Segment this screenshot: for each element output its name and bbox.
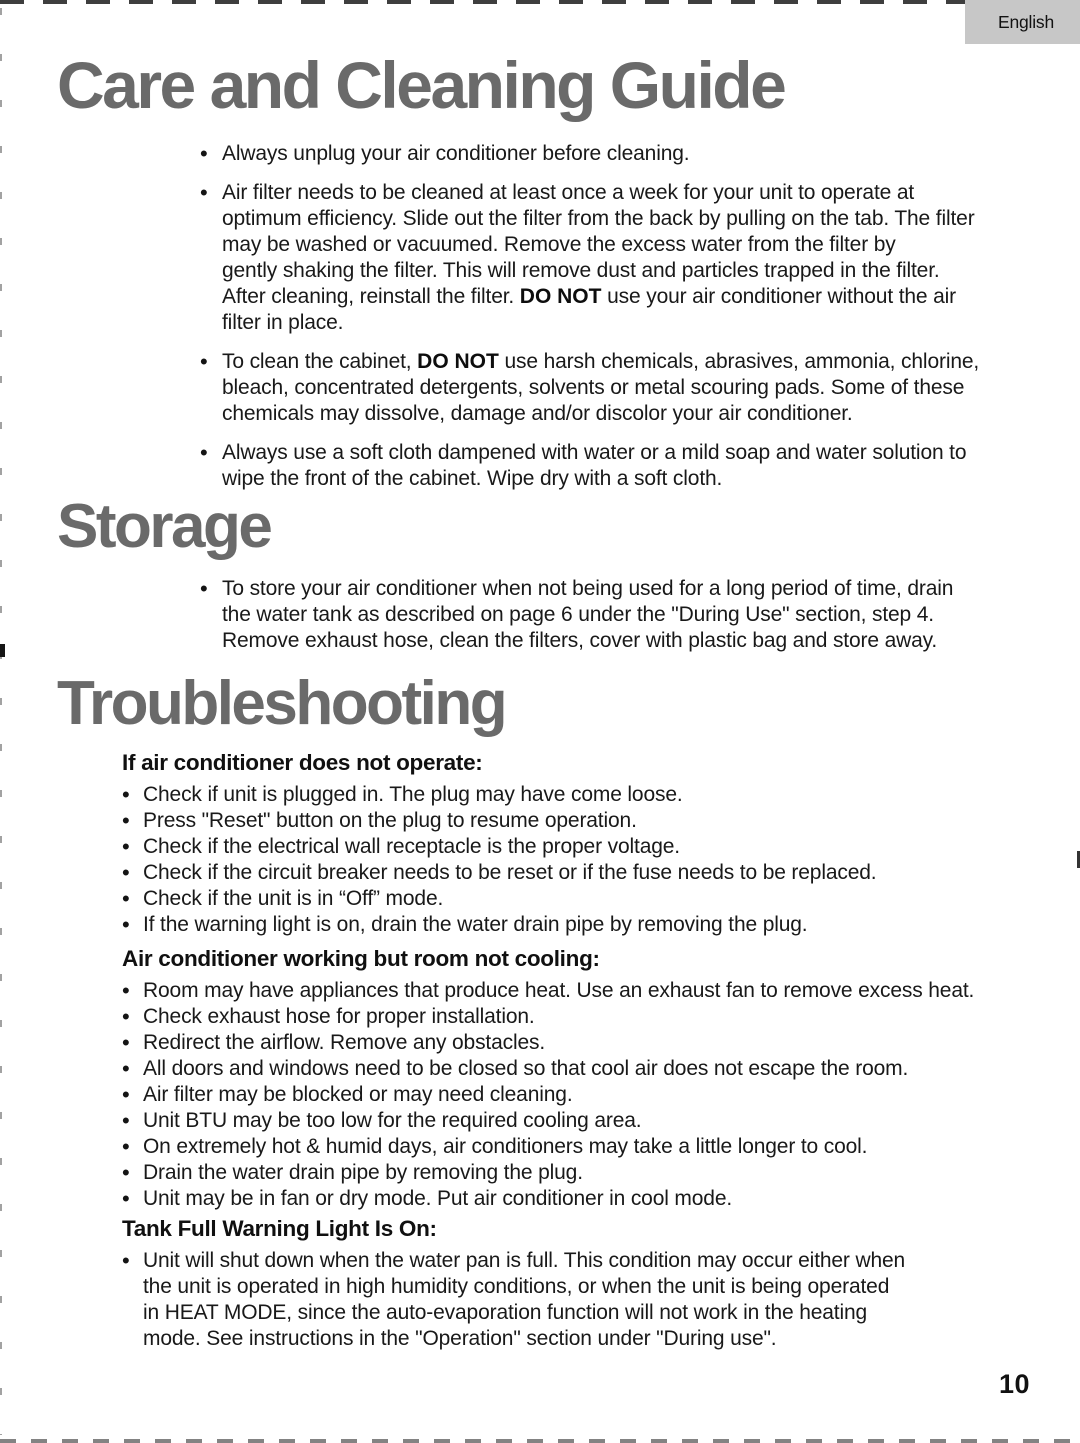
bullet-item xyxy=(122,1134,1037,1160)
bullet-icon: • xyxy=(122,1160,130,1185)
text-line: After cleaning, reinstall the filter. DO NOT use your air conditioner without the air xyxy=(222,285,957,308)
bullet-icon: • xyxy=(122,1056,130,1081)
text-line: chemicals may dissolve, damage and/or discolor your air conditioner. xyxy=(222,402,853,425)
bullet-text xyxy=(143,1134,1037,1160)
bullet-item xyxy=(200,576,1040,654)
text-line: To clean the cabinet, DO NOT use harsh chemicals, abrasives, ammonia, chlorine, xyxy=(222,350,980,373)
bullet-icon: • xyxy=(200,349,208,374)
text-line: bleach, concentrated detergents, solvents or metal scouring pads. Some of these xyxy=(222,376,965,399)
text-line: Unit will shut down when the water pan is full. This condition may occur either when xyxy=(143,1249,906,1272)
bullet-icon: • xyxy=(122,782,130,807)
bullet-icon: • xyxy=(122,1082,130,1107)
subsection-title: Air conditioner working but room not cooling: xyxy=(122,946,600,971)
bullet-icon: • xyxy=(122,1186,130,1211)
bullet-item xyxy=(122,912,1037,938)
text-line: Air filter may be blocked or may need cleaning. xyxy=(143,1083,573,1106)
bullet-icon: • xyxy=(122,978,130,1003)
text-line: Always use a soft cloth dampened with water or a mild soap and water solution to xyxy=(222,441,967,464)
bullet-icon: • xyxy=(122,1004,130,1029)
bullet-text xyxy=(143,886,1037,912)
text-line: Always unplug your air conditioner before cleaning. xyxy=(222,142,690,165)
bullet-icon: • xyxy=(200,440,208,465)
text-line: Check if the unit is in “Off” mode. xyxy=(143,887,444,910)
text-line: Unit BTU may be too low for the required cooling area. xyxy=(143,1109,642,1132)
text-line: may be washed or vacuumed. Remove the excess water from the filter by xyxy=(222,233,896,256)
text-line: Unit may be in fan or dry mode. Put air conditioner in cool mode. xyxy=(143,1187,733,1210)
text-line: mode. See instructions in the "Operation" section under "During use". xyxy=(143,1327,777,1350)
bullet-item xyxy=(200,141,1040,167)
text-line: Check if the electrical wall receptacle is the proper voltage. xyxy=(143,835,680,858)
bullet-item xyxy=(122,1186,1037,1212)
bullet-text xyxy=(143,978,1037,1004)
bullet-text xyxy=(143,1030,1037,1056)
text-line: To store your air conditioner when not being used for a long period of time, drain xyxy=(222,577,954,600)
bullet-text xyxy=(143,912,1037,938)
bullet-text xyxy=(143,860,1037,886)
bullet-icon: • xyxy=(122,860,130,885)
text-line: the water tank as described on page 6 under the "During Use" section, step 4. xyxy=(222,603,934,626)
bullet-icon: • xyxy=(122,834,130,859)
bullet-item xyxy=(122,1056,1037,1082)
subsection-title: Tank Full Warning Light Is On: xyxy=(122,1216,437,1241)
text-line: Remove exhaust hose, clean the filters, cover with plastic bag and store away. xyxy=(222,629,938,652)
bullet-list xyxy=(200,576,1040,654)
bullet-icon: • xyxy=(122,1030,130,1055)
text-line: Check if unit is plugged in. The plug may have come loose. xyxy=(143,783,683,806)
bullet-text xyxy=(143,808,1037,834)
bullet-text xyxy=(143,1248,1037,1352)
text-line: optimum efficiency. Slide out the filter from the back by pulling on the tab. The filter xyxy=(222,207,975,230)
text-line: gently shaking the filter. This will remove dust and particles trapped in the filter. xyxy=(222,259,940,282)
subsection-title: If air conditioner does not operate: xyxy=(122,750,483,775)
text-line: Press "Reset" button on the plug to resume operation. xyxy=(143,809,637,832)
text-line: in HEAT MODE, since the auto-evaporation function will not work in the heating xyxy=(143,1301,868,1324)
bullet-text xyxy=(143,1004,1037,1030)
bullet-item xyxy=(122,834,1037,860)
bullet-item xyxy=(122,1108,1037,1134)
bullet-text xyxy=(222,180,1040,336)
bullet-item xyxy=(122,860,1037,886)
troubleshooting-subsection xyxy=(122,1216,1037,1352)
section-heading: Storage xyxy=(57,492,271,561)
section-heading: Care and Cleaning Guide xyxy=(57,48,785,122)
text-line: Check exhaust hose for proper installation. xyxy=(143,1005,535,1028)
bullet-icon: • xyxy=(122,912,130,937)
bullet-icon: • xyxy=(122,1248,130,1273)
bullet-icon: • xyxy=(122,886,130,911)
text-line: If the warning light is on, drain the water drain pipe by removing the plug. xyxy=(143,913,808,936)
bullet-text xyxy=(143,1186,1037,1212)
bullet-icon: • xyxy=(200,576,208,601)
bullet-item xyxy=(122,1030,1037,1056)
bullet-item xyxy=(122,1248,1037,1352)
bullet-item xyxy=(200,180,1040,336)
text-line: Check if the circuit breaker needs to be reset or if the fuse needs to be replaced. xyxy=(143,861,877,884)
bullet-item xyxy=(122,978,1037,1004)
text-line: Room may have appliances that produce heat. Use an exhaust fan to remove excess heat. xyxy=(143,979,975,1002)
text-line: Redirect the airflow. Remove any obstacles. xyxy=(143,1031,546,1054)
text-line: the unit is operated in high humidity conditions, or when the unit is being operated xyxy=(143,1275,890,1298)
bullet-item xyxy=(122,1160,1037,1186)
bullet-list xyxy=(122,1248,1037,1352)
language-tab-label: English xyxy=(998,11,1054,32)
bullet-text xyxy=(143,1082,1037,1108)
bullet-icon: • xyxy=(200,141,208,166)
bullet-item xyxy=(200,440,1040,492)
bullet-item xyxy=(122,886,1037,912)
bullet-text xyxy=(222,141,1040,167)
bullet-icon: • xyxy=(122,1108,130,1133)
text-line: Drain the water drain pipe by removing the plug. xyxy=(143,1161,583,1184)
text-line: Air filter needs to be cleaned at least once a week for your unit to operate at xyxy=(222,181,915,204)
text-line: filter in place. xyxy=(222,311,344,334)
bullet-icon: • xyxy=(122,808,130,833)
bullet-icon: • xyxy=(200,180,208,205)
bullet-item xyxy=(200,349,1040,427)
bold-text: DO NOT xyxy=(519,285,602,308)
bullet-item xyxy=(122,808,1037,834)
bullet-item xyxy=(122,1004,1037,1030)
bullet-list xyxy=(122,978,1037,1212)
bullet-icon: • xyxy=(122,1134,130,1159)
troubleshooting-subsection xyxy=(122,750,1037,938)
bullet-text xyxy=(222,576,1040,654)
section-heading: Troubleshooting xyxy=(57,669,506,738)
bullet-list xyxy=(200,141,1040,492)
bullet-text xyxy=(143,782,1037,808)
bullet-text xyxy=(143,1160,1037,1186)
bullet-text xyxy=(222,349,1040,427)
text-line: wipe the front of the cabinet. Wipe dry with a soft cloth. xyxy=(222,467,723,490)
page-number: 10 xyxy=(999,1369,1031,1399)
bullet-item xyxy=(122,782,1037,808)
troubleshooting-subsection xyxy=(122,946,1037,1212)
bullet-text xyxy=(222,440,1040,492)
bullet-list xyxy=(122,782,1037,938)
bullet-item xyxy=(122,1082,1037,1108)
text-line: On extremely hot & humid days, air conditioners may take a little longer to cool. xyxy=(143,1135,868,1158)
bold-text: DO NOT xyxy=(417,350,499,373)
bullet-text xyxy=(143,1056,1037,1082)
text-line: All doors and windows need to be closed so that cool air does not escape the room. xyxy=(143,1057,909,1080)
bullet-text xyxy=(143,1108,1037,1134)
bullet-text xyxy=(143,834,1037,860)
